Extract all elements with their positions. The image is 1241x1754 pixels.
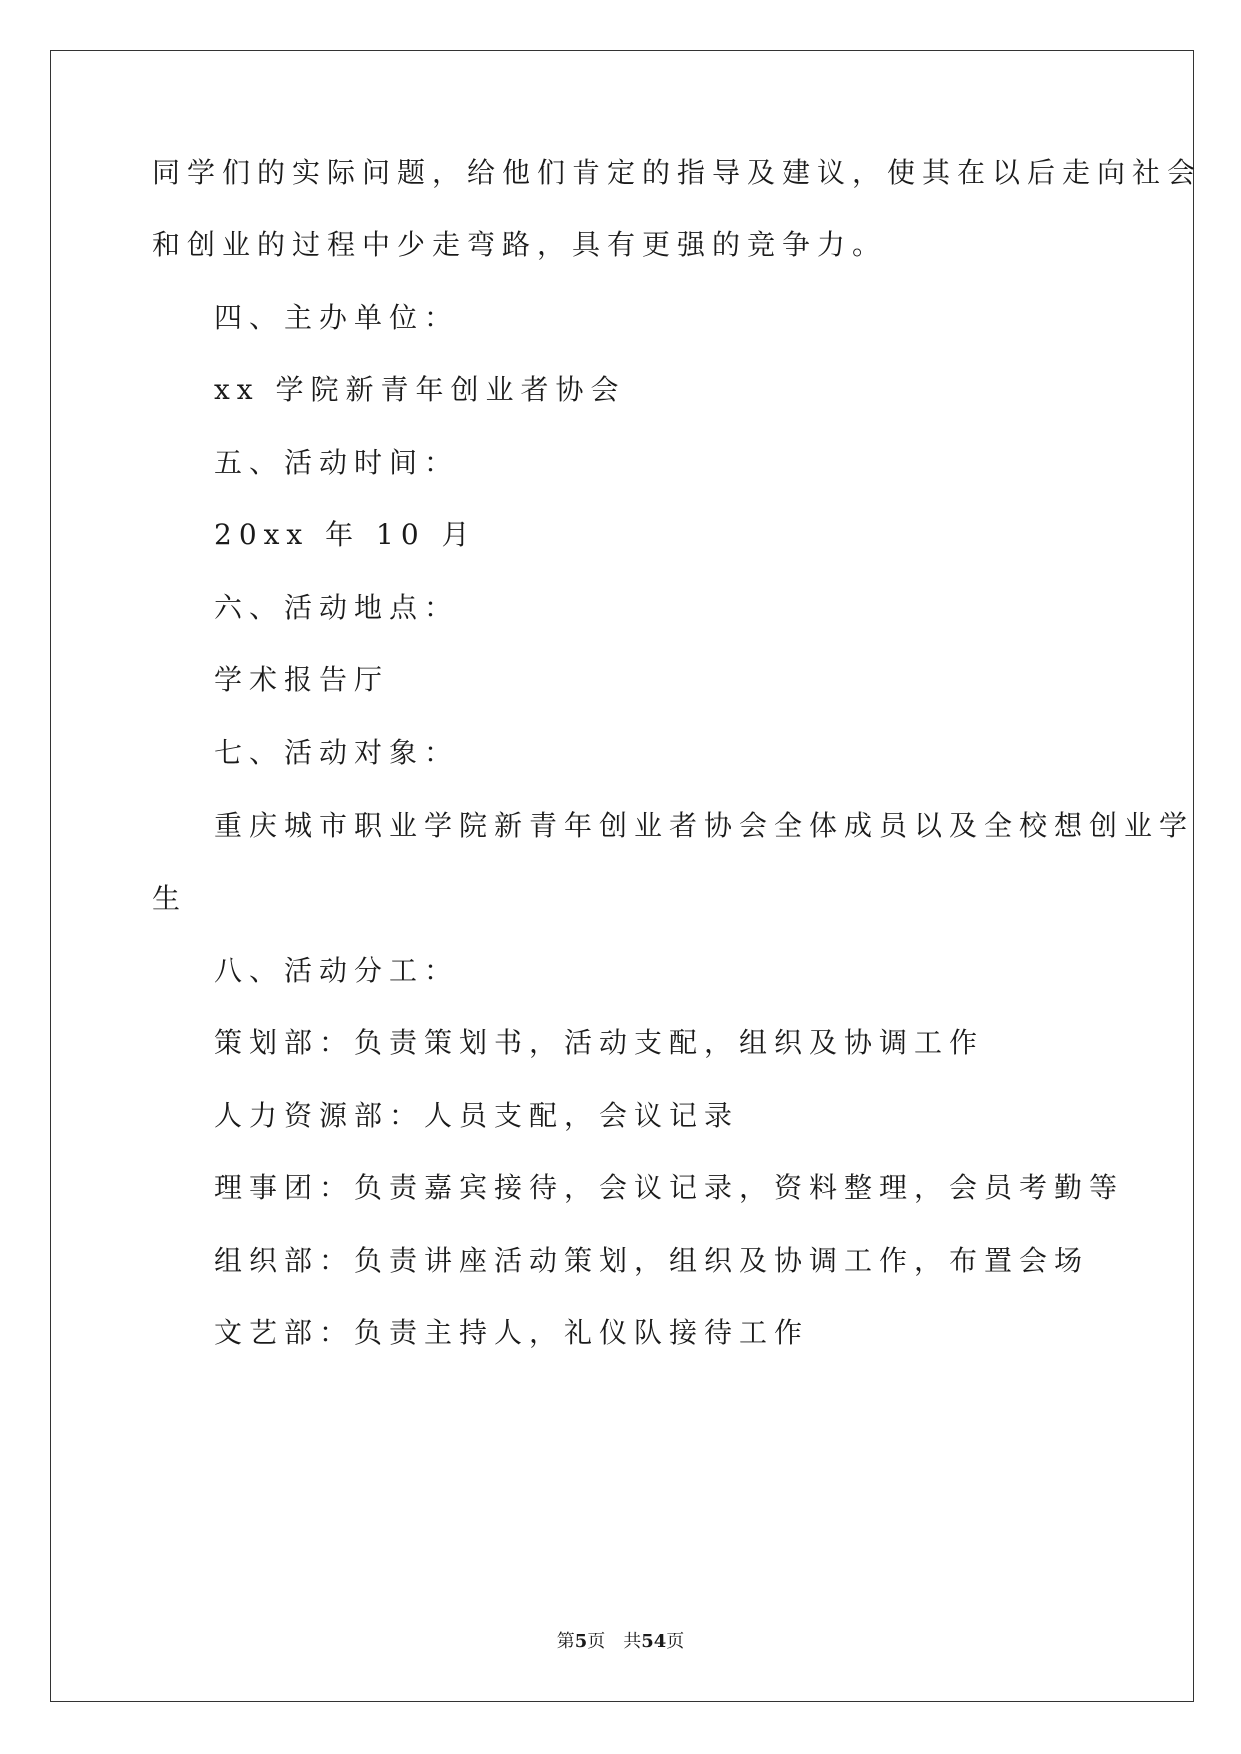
paragraph-line: 学术报告厅 bbox=[214, 663, 390, 696]
total-prefix: 共 bbox=[623, 1631, 642, 1652]
section-heading: 四、主办单位： bbox=[214, 301, 460, 334]
section-heading: 七、活动对象： bbox=[214, 736, 460, 769]
paragraph-line: 20xx 年 10 月 bbox=[214, 518, 477, 551]
section-heading: 五、活动时间： bbox=[214, 446, 460, 479]
total-suffix: 页 bbox=[666, 1631, 685, 1652]
paragraph-line: 生 bbox=[152, 882, 188, 915]
page-footer bbox=[0, 1630, 1241, 1654]
paragraph-line: 理事团：负责嘉宾接待，会议记录，资料整理，会员考勤等 bbox=[214, 1171, 1125, 1204]
paragraph-line: 组织部：负责讲座活动策划，组织及协调工作，布置会场 bbox=[214, 1244, 1090, 1277]
section-heading: 六、活动地点： bbox=[214, 591, 460, 624]
section-heading: 八、活动分工： bbox=[214, 954, 460, 987]
total-pages: 54 bbox=[641, 1631, 667, 1652]
paragraph-line: 重庆城市职业学院新青年创业者协会全体成员以及全校想创业学 bbox=[214, 809, 1195, 842]
paragraph-line: 人力资源部：人员支配，会议记录 bbox=[214, 1099, 740, 1132]
page-number: 5 bbox=[574, 1631, 588, 1652]
paragraph-line: 文艺部：负责主持人，礼仪队接待工作 bbox=[214, 1316, 810, 1349]
page-suffix: 页 bbox=[587, 1631, 606, 1652]
paragraph-line: 策划部：负责策划书，活动支配，组织及协调工作 bbox=[214, 1026, 985, 1059]
page-prefix: 第 bbox=[556, 1631, 575, 1652]
paragraph-line: xx 学院新青年创业者协会 bbox=[214, 373, 626, 406]
paragraph-line: 和创业的过程中少走弯路，具有更强的竞争力。 bbox=[152, 228, 888, 261]
paragraph-line: 同学们的实际问题，给他们肯定的指导及建议，使其在以后走向社会 bbox=[152, 156, 1203, 189]
